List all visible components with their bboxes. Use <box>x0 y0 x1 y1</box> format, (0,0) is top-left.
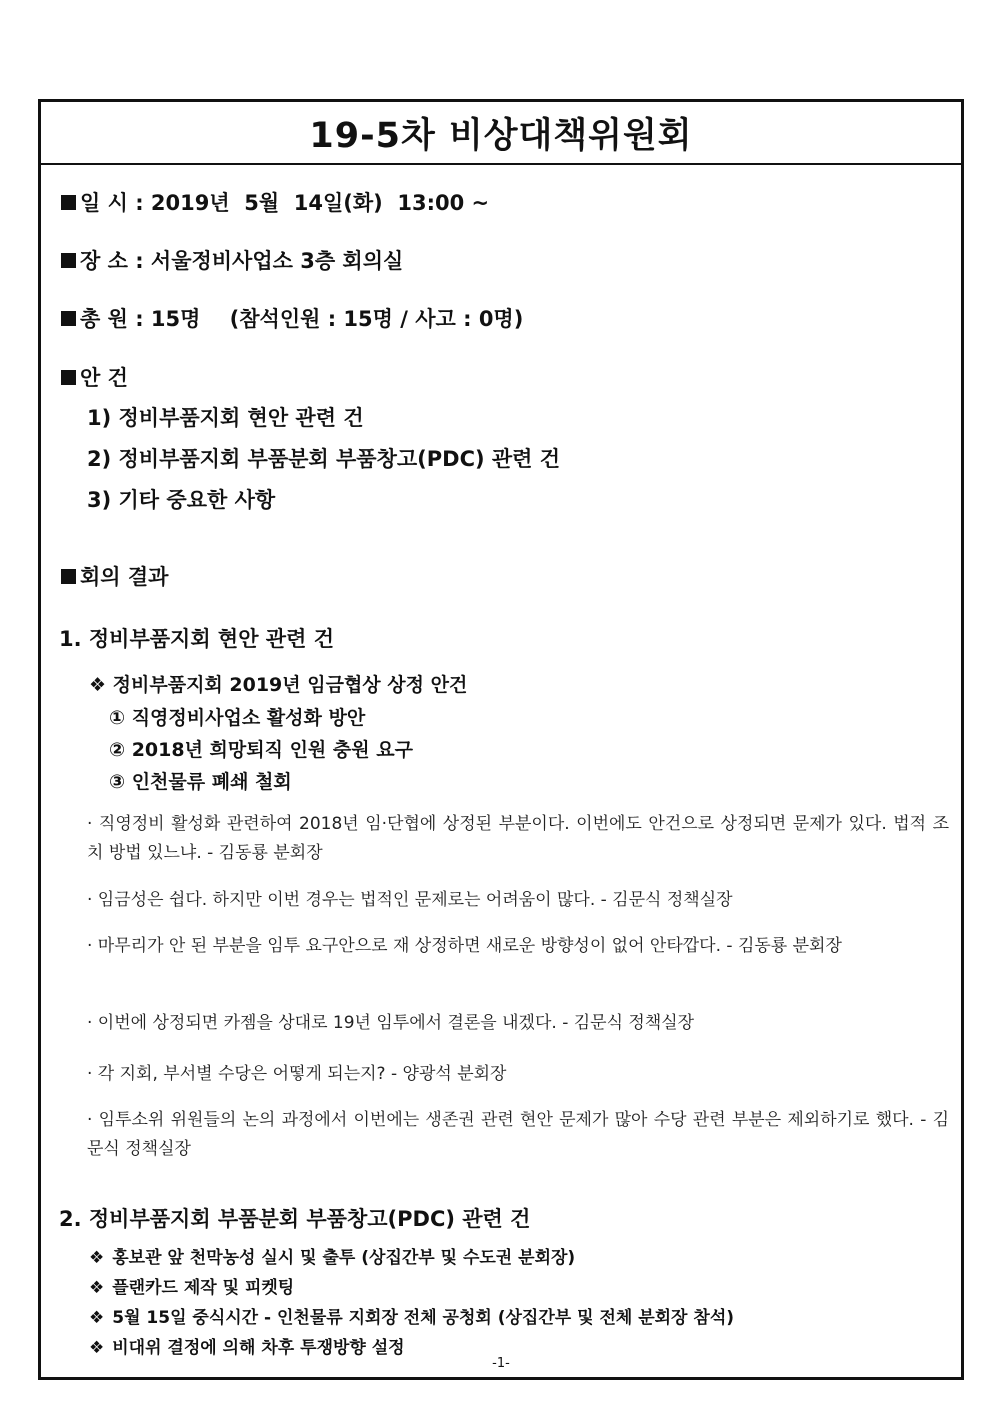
square-bullet-icon <box>61 569 76 584</box>
square-bullet-icon <box>61 195 76 210</box>
diamond-bullet-icon: ❖ <box>89 1308 105 1328</box>
action-item <box>89 1303 734 1328</box>
numbered-item: ② 2018년 희망퇴직 인원 충원 요구 <box>109 739 413 761</box>
diamond-bullet-icon: ❖ <box>89 1278 105 1298</box>
discussion-paragraph: · 각 지회, 부서별 수당은 어떻게 되는지? - 양광석 분회장 <box>87 1064 507 1084</box>
action-item-text: 홍보관 앞 천막농성 실시 및 출투 (상집간부 및 수도권 분회장) <box>112 1248 576 1268</box>
discussion-paragraph: · 직영정비 활성화 관련하여 2018년 임·단협에 상정된 부분이다. 이번에도 안건으로 상정되면 문제가 있다. 법적 조치 방법 있느냐. - 김동룡 분회장 <box>87 814 949 863</box>
meta-members <box>61 303 523 333</box>
diamond-bullet-icon: ❖ <box>89 1338 105 1358</box>
numbered-item: ③ 인천물류 폐쇄 철회 <box>109 771 292 793</box>
action-item-text: 플랜카드 제작 및 피켓팅 <box>112 1278 295 1298</box>
agenda-item: 3) 기타 중요한 사항 <box>87 488 276 512</box>
diamond-bullet-icon: ❖ <box>89 1248 105 1268</box>
action-item-text: 5월 15일 중식시간 - 인천물류 지회장 전체 공청회 (상집간부 및 전체 분회장 참석) <box>112 1308 735 1328</box>
date-value: 2019년 5월 14일(화) 13:00 ~ <box>150 191 490 215</box>
place-value: 서울정비사업소 3층 회의실 <box>150 249 404 273</box>
numbered-item: ① 직영정비사업소 활성화 방안 <box>109 707 366 729</box>
results-label: 회의 결과 <box>80 565 169 589</box>
meta-place <box>61 245 403 275</box>
agenda-label: 안 건 <box>80 366 128 390</box>
section-1-subheading: ❖ 정비부품지회 2019년 임금협상 상정 안건 <box>89 674 468 696</box>
square-bullet-icon <box>61 253 76 268</box>
title-bar <box>41 102 961 165</box>
agenda-heading <box>61 362 128 392</box>
action-item <box>89 1243 575 1268</box>
document-title: 19-5차 비상대책위원회 <box>309 115 693 156</box>
results-heading <box>61 561 168 591</box>
agenda-item: 1) 정비부품지회 현안 관련 건 <box>87 406 364 430</box>
action-item-text: 비대위 결정에 의해 차후 투쟁방향 설정 <box>112 1338 405 1358</box>
discussion-paragraph: · 이번에 상정되면 카젬을 상대로 19년 임투에서 결론을 내겠다. - 김문식 정책실장 <box>87 1013 695 1033</box>
action-item <box>89 1273 294 1298</box>
section-2-heading: 2. 정비부품지회 부품분회 부품창고(PDC) 관련 건 <box>59 1207 531 1231</box>
section-1-heading: 1. 정비부품지회 현안 관련 건 <box>59 627 334 651</box>
members-value: 15명 (참석인원 : 15명 / 사고 : 0명) <box>150 307 524 331</box>
place-label: 장 소 : <box>80 249 144 273</box>
document-frame <box>38 99 964 1380</box>
page-number: -1- <box>492 1356 510 1371</box>
discussion-paragraph: · 임금성은 쉽다. 하지만 이번 경우는 법적인 문제로는 어려움이 많다. - 김문식 정책실장 <box>87 890 733 910</box>
members-label: 총 원 : <box>80 307 144 331</box>
discussion-paragraph: · 임투소위 위원들의 논의 과정에서 이번에는 생존권 관련 현안 문제가 많아 수당 관련 부분은 제외하기로 했다. - 김문식 정책실장 <box>87 1110 949 1159</box>
discussion-paragraph: · 마무리가 안 된 부분을 임투 요구안으로 재 상정하면 새로운 방향성이 없어 안타깝다. - 김동룡 분회장 <box>87 936 842 956</box>
square-bullet-icon <box>61 370 76 385</box>
meta-date <box>61 187 489 217</box>
square-bullet-icon <box>61 311 76 326</box>
agenda-item: 2) 정비부품지회 부품분회 부품창고(PDC) 관련 건 <box>87 447 561 471</box>
date-label: 일 시 : <box>80 191 144 215</box>
action-item <box>89 1333 405 1358</box>
